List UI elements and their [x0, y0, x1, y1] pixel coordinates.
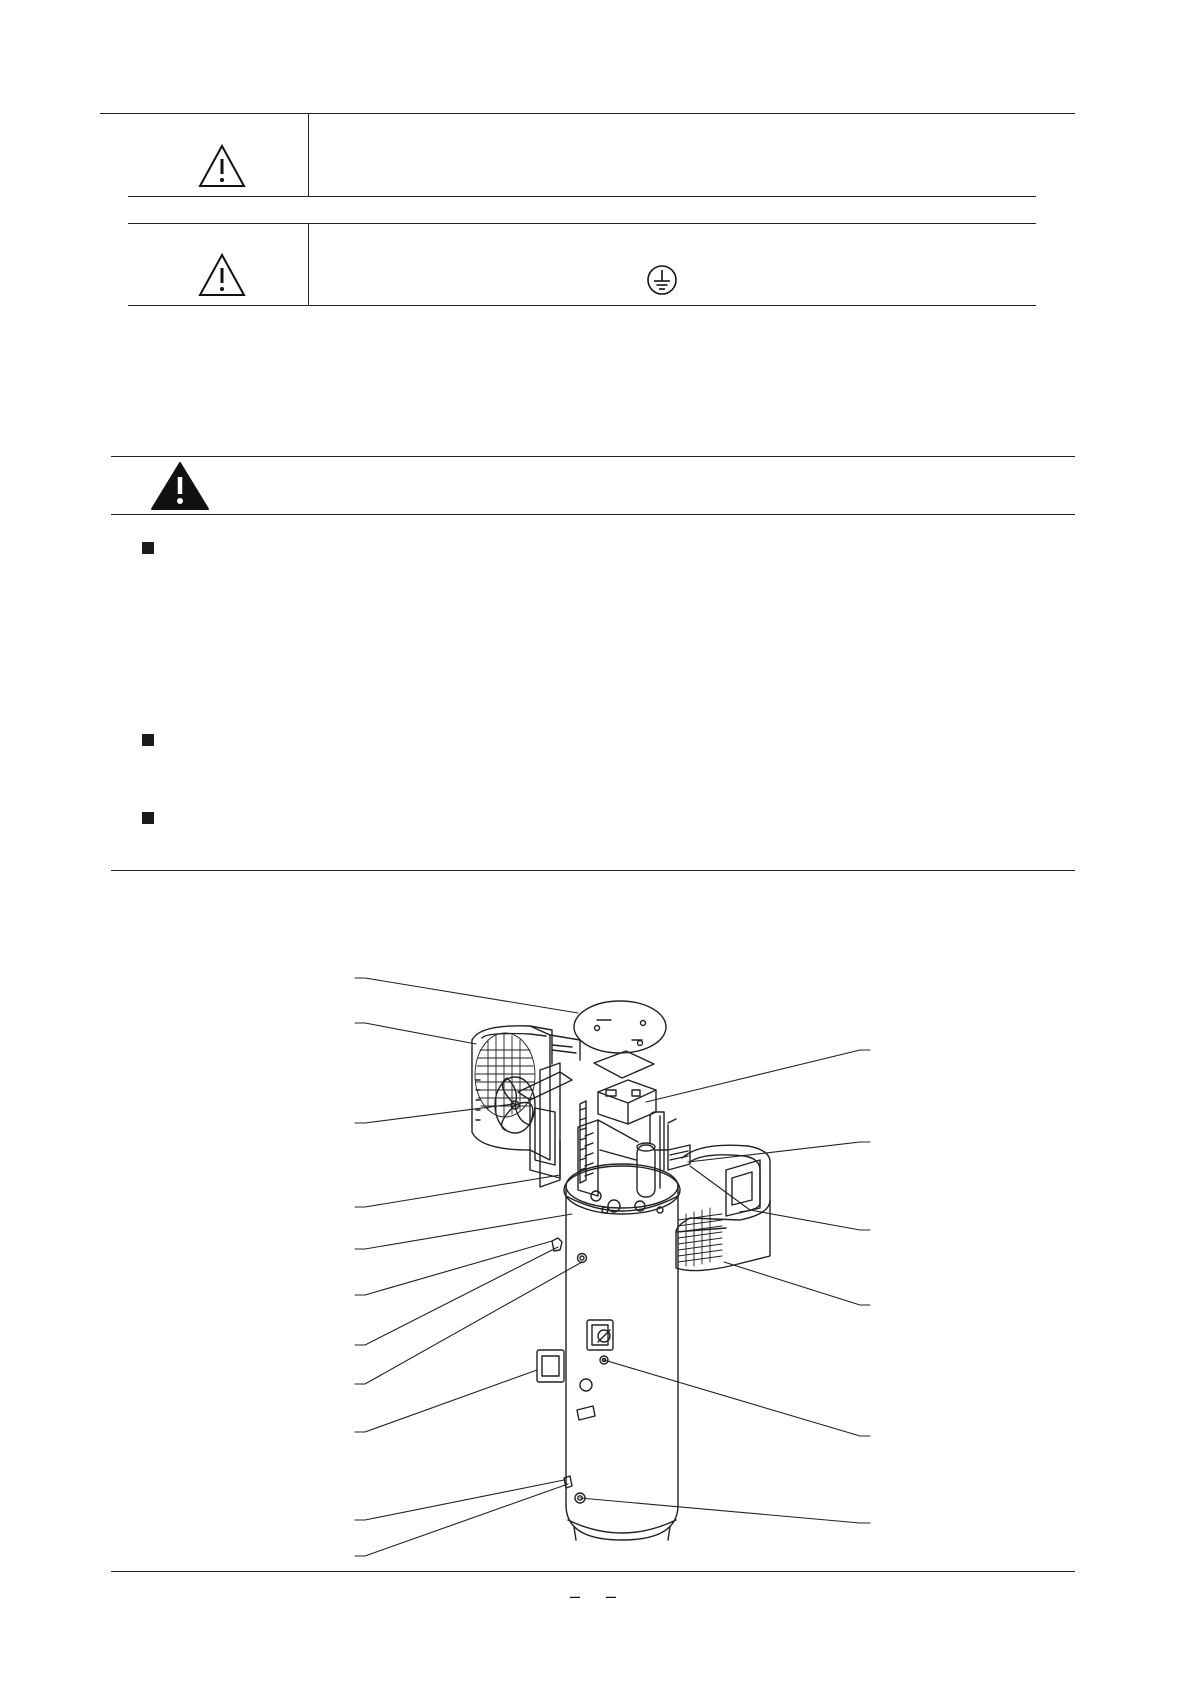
- callout-leaders-right: [580, 1050, 870, 1523]
- fan-grille: [475, 1033, 535, 1117]
- fan-bracket: [518, 1072, 572, 1178]
- footer-rule: [111, 1571, 1075, 1572]
- callout-leaders-left: [355, 978, 582, 1556]
- tank-fittings: [537, 1238, 613, 1503]
- insulation-board: [594, 1051, 654, 1078]
- support-frame: [578, 1120, 638, 1196]
- page-number-mark-right: –: [606, 1586, 617, 1606]
- page-number-mark-left: –: [570, 1586, 581, 1606]
- top-cover: [574, 1001, 666, 1053]
- water-tank: [564, 1164, 680, 1540]
- right-shell-vents: [678, 1208, 722, 1266]
